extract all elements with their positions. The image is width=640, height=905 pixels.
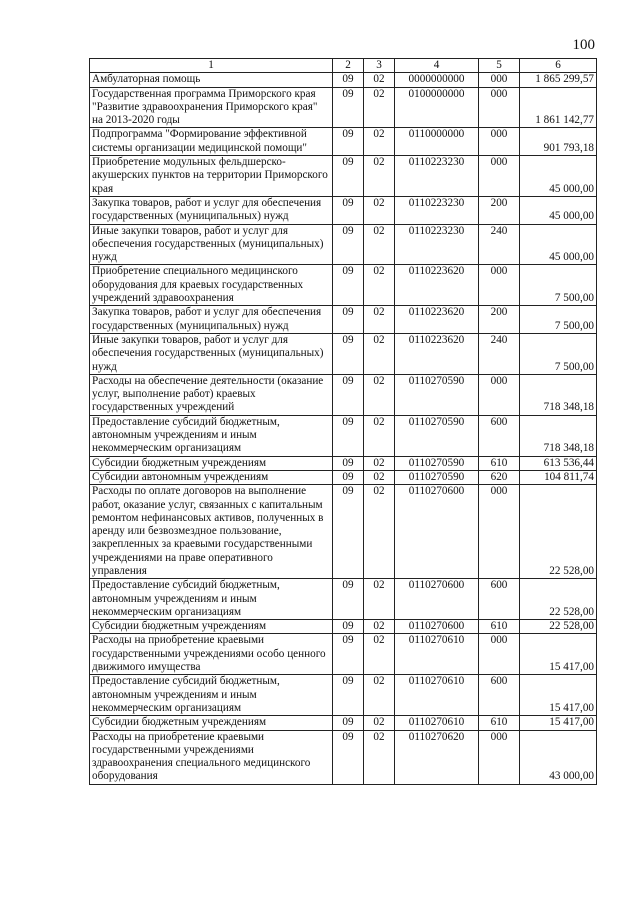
table-row <box>90 128 597 156</box>
row-expense-type-cell: 200 <box>479 306 520 334</box>
row-subsection-cell: 02 <box>364 224 395 265</box>
row-amount-cell: 718 348,18 <box>520 374 597 415</box>
row-target-code-cell: 0110270610 <box>395 634 479 675</box>
row-target-code-cell: 0110270590 <box>395 415 479 456</box>
row-name-cell: Расходы на приобретение краевыми государственными учреждениями здравоохранения специального медицинского оборудования <box>90 730 333 784</box>
row-subsection-cell: 02 <box>364 196 395 224</box>
row-name-cell: Расходы по оплате договоров на выполнение работ, оказание услуг, связанных с капитальным ремонтом нефинансовых активов, полученных в аренду или безвозмездное пользование, закрепленных за краевыми государственными учреждениями на праве оперативного управления <box>90 485 333 579</box>
row-name-cell: Приобретение специального медицинского оборудования для краевых государственных учреждений здравоохранения <box>90 265 333 306</box>
table-row <box>90 716 597 730</box>
row-target-code-cell: 0110270610 <box>395 675 479 716</box>
row-target-code-cell: 0110223620 <box>395 265 479 306</box>
row-section-cell: 09 <box>333 634 364 675</box>
row-target-code-cell: 0110270590 <box>395 470 479 484</box>
row-subsection-cell: 02 <box>364 265 395 306</box>
table-header-row <box>90 59 597 73</box>
row-section-cell: 09 <box>333 716 364 730</box>
row-section-cell: 09 <box>333 620 364 634</box>
row-subsection-cell: 02 <box>364 128 395 156</box>
header-cell: 1 <box>90 59 333 73</box>
row-name-cell: Подпрограмма "Формирование эффективной системы организации медицинской помощи" <box>90 128 333 156</box>
row-subsection-cell: 02 <box>364 374 395 415</box>
row-amount-cell: 7 500,00 <box>520 265 597 306</box>
row-subsection-cell: 02 <box>364 156 395 197</box>
row-target-code-cell: 0110223230 <box>395 224 479 265</box>
row-name-cell: Субсидии бюджетным учреждениям <box>90 620 333 634</box>
row-amount-cell: 22 528,00 <box>520 620 597 634</box>
row-expense-type-cell: 600 <box>479 579 520 620</box>
row-target-code-cell: 0110223230 <box>395 196 479 224</box>
row-expense-type-cell: 000 <box>479 87 520 128</box>
row-target-code-cell: 0110000000 <box>395 128 479 156</box>
row-amount-cell: 45 000,00 <box>520 224 597 265</box>
row-target-code-cell: 0110270600 <box>395 485 479 579</box>
row-name-cell: Приобретение модульных фельдшерско-акушерских пунктов на территории Приморского края <box>90 156 333 197</box>
row-amount-cell: 45 000,00 <box>520 196 597 224</box>
row-amount-cell: 7 500,00 <box>520 333 597 374</box>
row-name-cell: Предоставление субсидий бюджетным, автономным учреждениям и иным некоммерческим организациям <box>90 579 333 620</box>
row-target-code-cell: 0000000000 <box>395 73 479 87</box>
row-amount-cell: 43 000,00 <box>520 730 597 784</box>
row-name-cell: Расходы на обеспечение деятельности (оказание услуг, выполнение работ) краевых государственных учреждений <box>90 374 333 415</box>
row-subsection-cell: 02 <box>364 730 395 784</box>
row-expense-type-cell: 610 <box>479 456 520 470</box>
row-expense-type-cell: 600 <box>479 675 520 716</box>
table-row <box>90 265 597 306</box>
row-target-code-cell: 0110223620 <box>395 333 479 374</box>
table-row <box>90 485 597 579</box>
row-section-cell: 09 <box>333 333 364 374</box>
row-target-code-cell: 0100000000 <box>395 87 479 128</box>
row-subsection-cell: 02 <box>364 620 395 634</box>
row-target-code-cell: 0110223230 <box>395 156 479 197</box>
row-section-cell: 09 <box>333 87 364 128</box>
row-section-cell: 09 <box>333 196 364 224</box>
row-expense-type-cell: 000 <box>479 485 520 579</box>
row-amount-cell: 901 793,18 <box>520 128 597 156</box>
row-section-cell: 09 <box>333 224 364 265</box>
row-amount-cell: 104 811,74 <box>520 470 597 484</box>
row-name-cell: Иные закупки товаров, работ и услуг для обеспечения государственных (муниципальных) нужд <box>90 224 333 265</box>
table-body <box>90 73 597 784</box>
table-row <box>90 634 597 675</box>
row-expense-type-cell: 610 <box>479 716 520 730</box>
header-cell: 5 <box>479 59 520 73</box>
row-expense-type-cell: 000 <box>479 128 520 156</box>
page-number: 100 <box>572 37 595 53</box>
table-row <box>90 470 597 484</box>
row-name-cell: Расходы на приобретение краевыми государственными учреждениями особо ценного движимого имущества <box>90 634 333 675</box>
row-expense-type-cell: 610 <box>479 620 520 634</box>
row-subsection-cell: 02 <box>364 470 395 484</box>
row-amount-cell: 15 417,00 <box>520 716 597 730</box>
budget-table <box>89 58 597 785</box>
row-name-cell: Предоставление субсидий бюджетным, автономным учреждениям и иным некоммерческим организациям <box>90 675 333 716</box>
row-name-cell: Субсидии автономным учреждениям <box>90 470 333 484</box>
table-row <box>90 415 597 456</box>
row-subsection-cell: 02 <box>364 579 395 620</box>
table-row <box>90 196 597 224</box>
row-name-cell: Амбулаторная помощь <box>90 73 333 87</box>
table-row <box>90 730 597 784</box>
row-expense-type-cell: 240 <box>479 224 520 265</box>
row-expense-type-cell: 240 <box>479 333 520 374</box>
row-amount-cell: 15 417,00 <box>520 634 597 675</box>
row-name-cell: Субсидии бюджетным учреждениям <box>90 716 333 730</box>
row-section-cell: 09 <box>333 265 364 306</box>
row-expense-type-cell: 000 <box>479 374 520 415</box>
table-row <box>90 156 597 197</box>
row-section-cell: 09 <box>333 675 364 716</box>
row-amount-cell: 22 528,00 <box>520 485 597 579</box>
row-expense-type-cell: 000 <box>479 156 520 197</box>
table-row <box>90 306 597 334</box>
row-section-cell: 09 <box>333 415 364 456</box>
row-section-cell: 09 <box>333 730 364 784</box>
row-amount-cell: 613 536,44 <box>520 456 597 470</box>
header-cell: 4 <box>395 59 479 73</box>
row-target-code-cell: 0110270590 <box>395 456 479 470</box>
row-subsection-cell: 02 <box>364 333 395 374</box>
row-subsection-cell: 02 <box>364 716 395 730</box>
row-expense-type-cell: 000 <box>479 730 520 784</box>
table-row <box>90 374 597 415</box>
row-subsection-cell: 02 <box>364 675 395 716</box>
table-row <box>90 620 597 634</box>
row-subsection-cell: 02 <box>364 456 395 470</box>
row-target-code-cell: 0110270590 <box>395 374 479 415</box>
row-target-code-cell: 0110270600 <box>395 620 479 634</box>
row-expense-type-cell: 620 <box>479 470 520 484</box>
table-row <box>90 224 597 265</box>
row-expense-type-cell: 000 <box>479 634 520 675</box>
table-row <box>90 333 597 374</box>
row-amount-cell: 22 528,00 <box>520 579 597 620</box>
row-amount-cell: 1 861 142,77 <box>520 87 597 128</box>
table-row <box>90 73 597 87</box>
row-name-cell: Иные закупки товаров, работ и услуг для обеспечения государственных (муниципальных) нужд <box>90 333 333 374</box>
table-row <box>90 579 597 620</box>
row-target-code-cell: 0110270620 <box>395 730 479 784</box>
header-cell: 2 <box>333 59 364 73</box>
row-amount-cell: 15 417,00 <box>520 675 597 716</box>
table-row <box>90 675 597 716</box>
row-subsection-cell: 02 <box>364 87 395 128</box>
row-section-cell: 09 <box>333 456 364 470</box>
row-name-cell: Предоставление субсидий бюджетным, автономным учреждениям и иным некоммерческим организациям <box>90 415 333 456</box>
row-section-cell: 09 <box>333 73 364 87</box>
row-name-cell: Субсидии бюджетным учреждениям <box>90 456 333 470</box>
row-section-cell: 09 <box>333 485 364 579</box>
row-target-code-cell: 0110270600 <box>395 579 479 620</box>
row-name-cell: Закупка товаров, работ и услуг для обеспечения государственных (муниципальных) нужд <box>90 196 333 224</box>
row-section-cell: 09 <box>333 306 364 334</box>
row-subsection-cell: 02 <box>364 634 395 675</box>
table-row <box>90 87 597 128</box>
row-name-cell: Государственная программа Приморского края "Развитие здравоохранения Приморского края" на 2013-2020 годы <box>90 87 333 128</box>
row-subsection-cell: 02 <box>364 415 395 456</box>
row-expense-type-cell: 000 <box>479 73 520 87</box>
row-expense-type-cell: 600 <box>479 415 520 456</box>
row-section-cell: 09 <box>333 579 364 620</box>
row-section-cell: 09 <box>333 470 364 484</box>
row-subsection-cell: 02 <box>364 73 395 87</box>
row-expense-type-cell: 000 <box>479 265 520 306</box>
row-section-cell: 09 <box>333 128 364 156</box>
row-target-code-cell: 0110270610 <box>395 716 479 730</box>
row-target-code-cell: 0110223620 <box>395 306 479 334</box>
row-expense-type-cell: 200 <box>479 196 520 224</box>
row-section-cell: 09 <box>333 156 364 197</box>
header-cell: 6 <box>520 59 597 73</box>
row-name-cell: Закупка товаров, работ и услуг для обеспечения государственных (муниципальных) нужд <box>90 306 333 334</box>
row-subsection-cell: 02 <box>364 485 395 579</box>
row-amount-cell: 718 348,18 <box>520 415 597 456</box>
row-amount-cell: 7 500,00 <box>520 306 597 334</box>
row-amount-cell: 45 000,00 <box>520 156 597 197</box>
header-cell: 3 <box>364 59 395 73</box>
table-row <box>90 456 597 470</box>
row-section-cell: 09 <box>333 374 364 415</box>
row-subsection-cell: 02 <box>364 306 395 334</box>
row-amount-cell: 1 865 299,57 <box>520 73 597 87</box>
